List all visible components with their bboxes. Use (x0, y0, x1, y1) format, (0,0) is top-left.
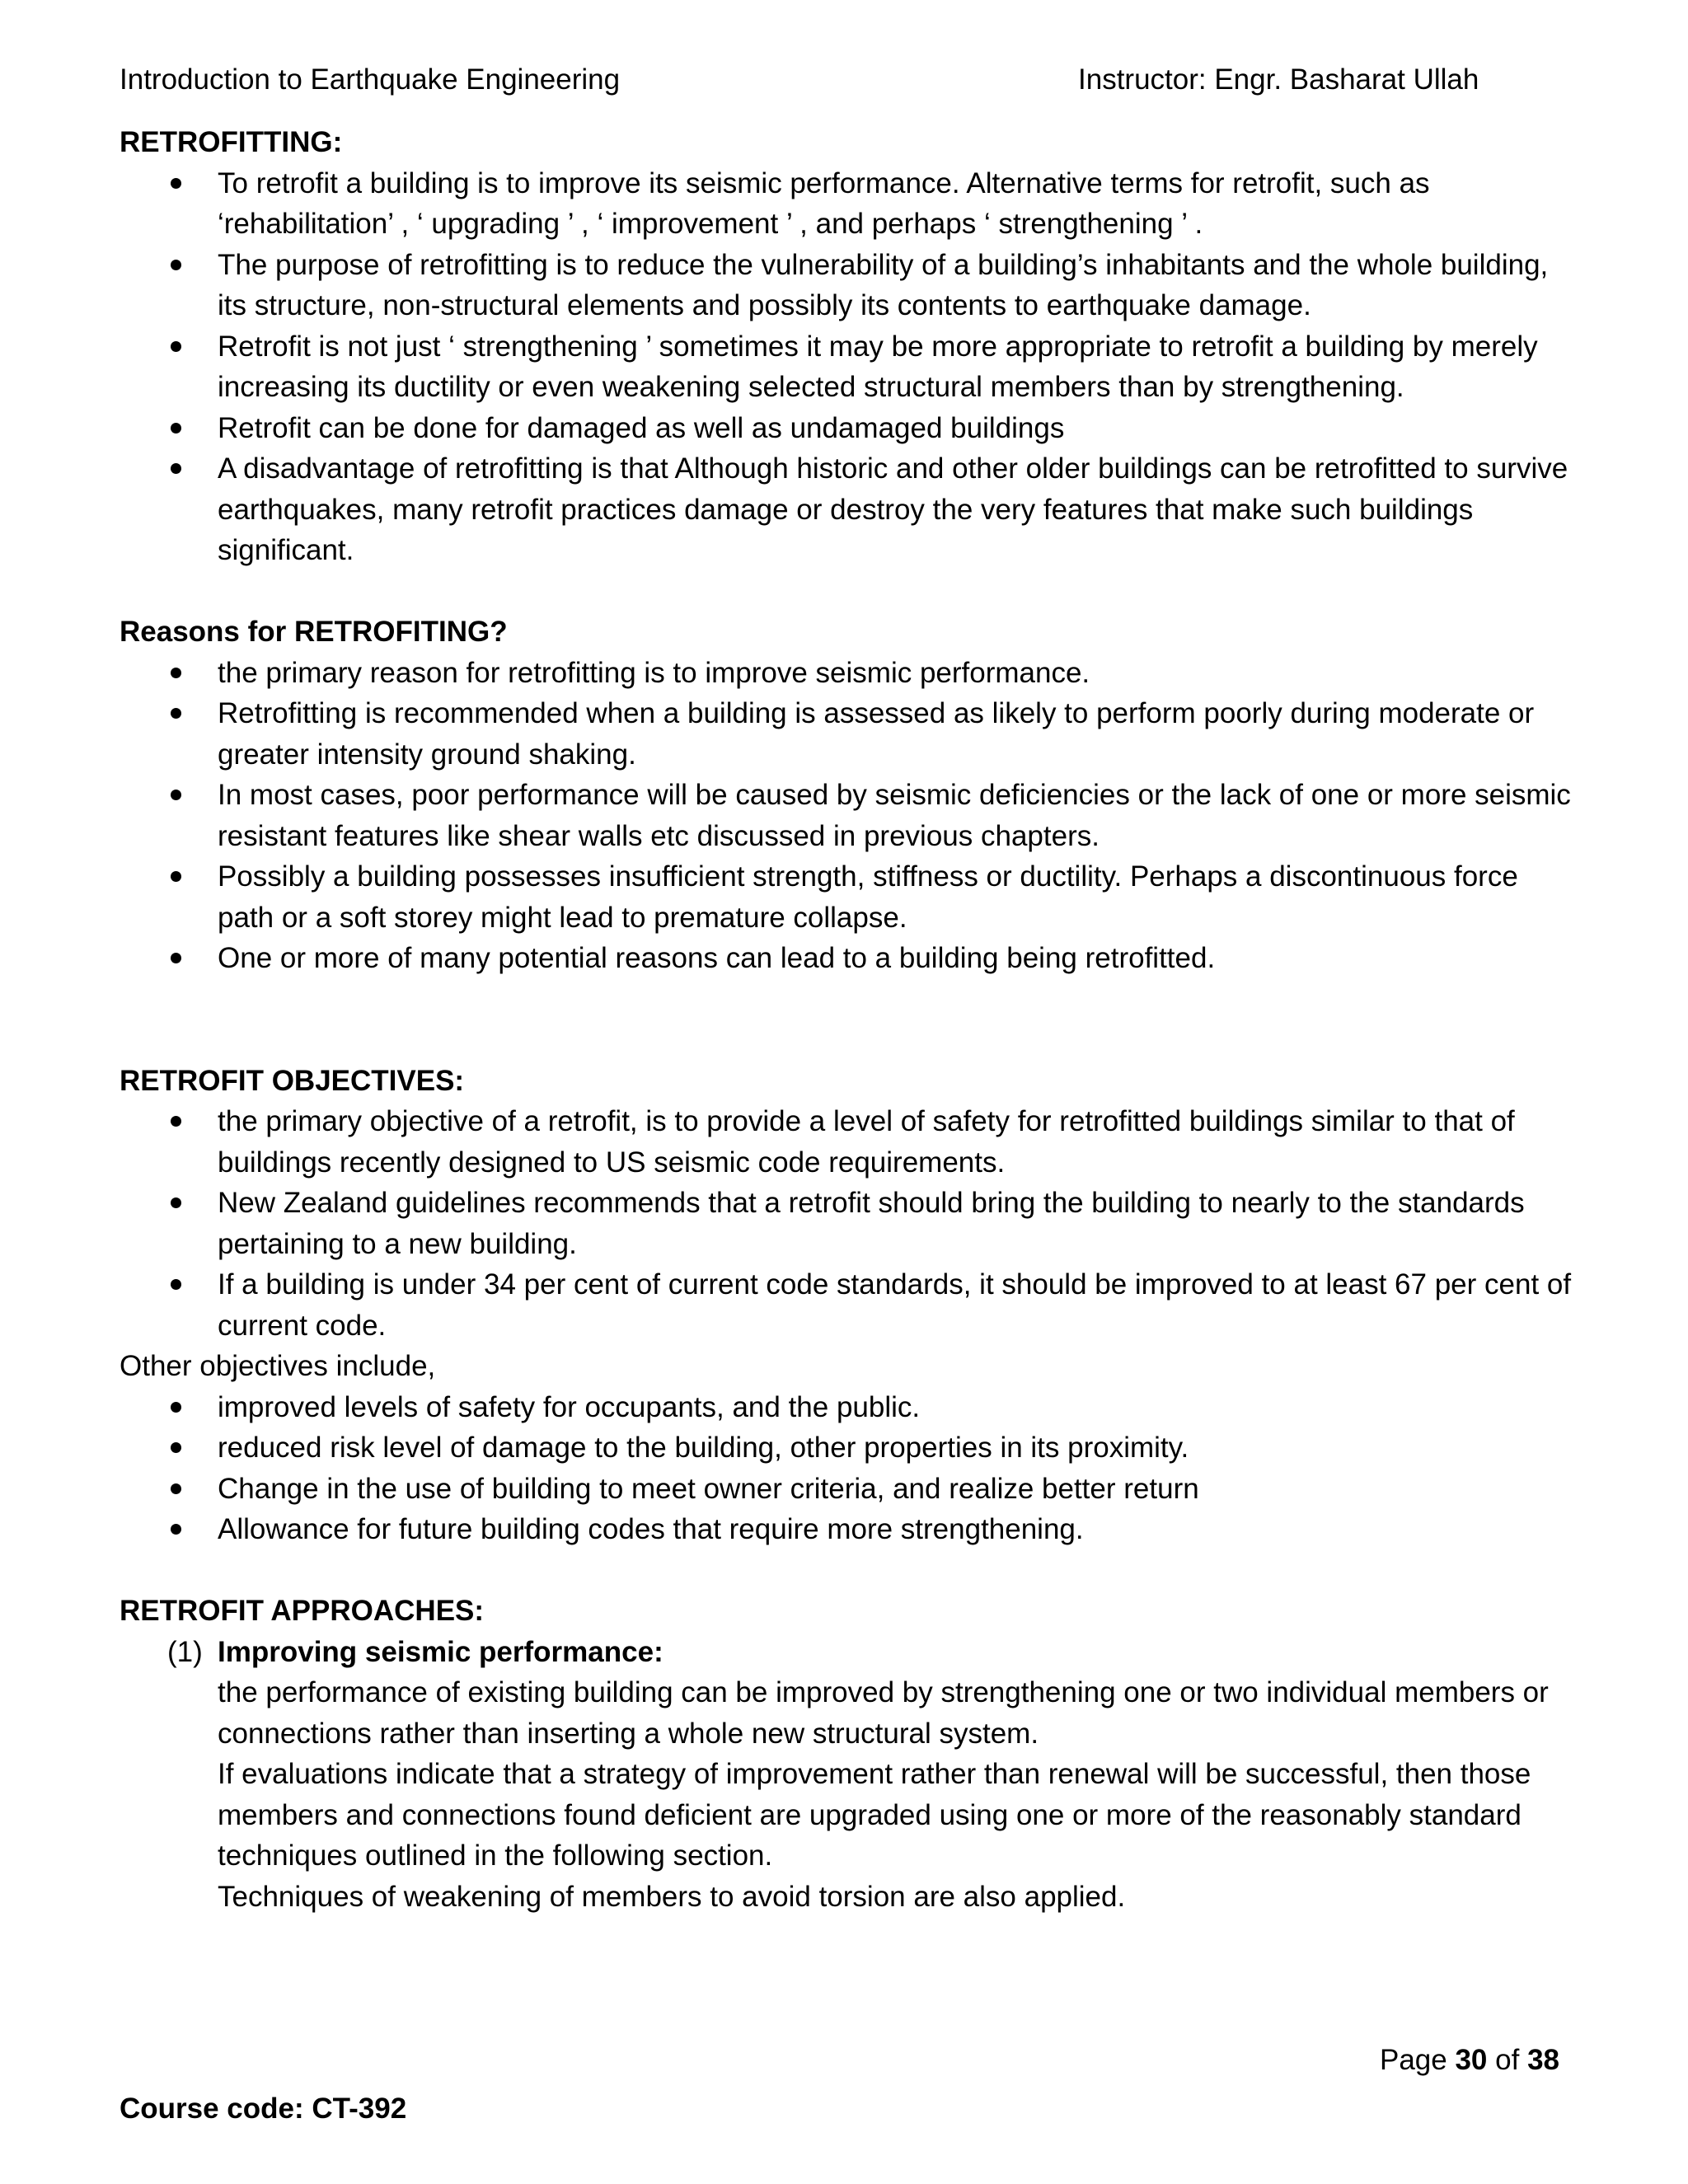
retrofitting-list (120, 163, 1578, 571)
approach-paragraph: the performance of existing building can be improved by strengthening one or two individual members or connections rather than inserting a whole new structural system. (218, 1676, 1549, 1750)
list-item (120, 1264, 1578, 1346)
list-item (120, 1509, 1578, 1550)
list-item-text: If a building is under 34 per cent of current code standards, it should be improved to at least 67 per cent of current code. (218, 1268, 1572, 1342)
bullet-icon (171, 668, 181, 678)
list-item-text: A disadvantage of retrofitting is that Although historic and other older buildings can be retrofitted to survive earthquakes, many retrofit practices damage or destroy the very features that make such buildings significant. (218, 452, 1568, 566)
list-item-text: Retrofit is not just ‘ strengthening ’ sometimes it may be more appropriate to retrofit a building by merely increasing its ductility or even weakening selected structural members than by strengthening. (218, 330, 1538, 403)
bullet-icon (171, 260, 181, 270)
bullet-icon (171, 1116, 181, 1127)
list-item (120, 326, 1578, 408)
list-item (120, 1469, 1578, 1510)
list-item (120, 856, 1578, 938)
page-of: of (1495, 2044, 1520, 2076)
list-item (120, 1387, 1578, 1428)
list-item-text: Retrofitting is recommended when a building is assessed as likely to perform poorly during moderate or greater intensity ground shaking. (218, 697, 1535, 771)
list-item (120, 1101, 1578, 1183)
list-item (120, 163, 1578, 245)
approach-item-1 (120, 1632, 1578, 1918)
other-objectives-list (120, 1387, 1578, 1550)
list-item (120, 653, 1578, 694)
list-item-text: Allowance for future building codes that require more strengthening. (218, 1513, 1084, 1545)
course-title: Introduction to Earthquake Engineering (120, 63, 621, 96)
list-item-text: To retrofit a building is to improve its seismic performance. Alternative terms for retrofit, such as ‘rehabilitation’ , ‘ upgrading ’ , ‘ improvement ’ , and perhaps ‘ strengthening ’ . (218, 166, 1430, 240)
approach-title: Improving seismic performance: (218, 1635, 663, 1668)
list-item (120, 693, 1578, 775)
list-item-text: the primary objective of a retrofit, is to provide a level of safety for retrofitted buildings similar to that of buildings recently designed to US seismic code requirements. (218, 1105, 1515, 1179)
retrofitting-heading: RETROFITTING: (120, 126, 343, 158)
approaches-heading: RETROFIT APPROACHES: (120, 1595, 485, 1627)
reasons-list (120, 653, 1578, 979)
reasons-heading: Reasons for RETROFITING? (120, 616, 508, 648)
list-item-text: The purpose of retrofitting is to reduce the vulnerability of a building’s inhabitants and the whole building, its structure, non-structural elements and possibly its contents to earthquake damage. (218, 248, 1549, 321)
list-item (120, 448, 1578, 571)
list-item-text: improved levels of safety for occupants, and the public. (218, 1390, 921, 1423)
bullet-icon (171, 708, 181, 719)
list-item (120, 408, 1578, 449)
bullet-icon (171, 178, 181, 189)
page-content (120, 122, 1578, 1917)
page-number (1380, 2040, 1559, 2081)
bullet-icon (171, 1524, 181, 1535)
list-item-text: Possibly a building possesses insufficient strength, stiffness or ductility. Perhaps a discontinuous force path or a soft storey might lead to premature collapse. (218, 860, 1518, 934)
course-code: Course code: CT-392 (120, 2093, 407, 2125)
list-item-text: New Zealand guidelines recommends that a retrofit should bring the building to nearly to the standards pertaining to a new building. (218, 1187, 1525, 1260)
bullet-icon (171, 1402, 181, 1413)
list-item (120, 1183, 1578, 1264)
bullet-icon (171, 953, 181, 963)
list-item-text: One or more of many potential reasons can lead to a building being retrofitted. (218, 942, 1216, 974)
bullet-icon (171, 790, 181, 800)
instructor-name: Instructor: Engr. Basharat Ullah (1078, 63, 1479, 96)
list-item (120, 775, 1578, 856)
bullet-icon (171, 423, 181, 434)
other-objectives-intro: Other objectives include, (120, 1350, 436, 1382)
page-current: 30 (1455, 2044, 1488, 2076)
page-header (120, 59, 1568, 101)
bullet-icon (171, 1442, 181, 1453)
objectives-list (120, 1101, 1578, 1346)
approach-paragraph: Techniques of weakening of members to avoid torsion are also applied. (218, 1880, 1126, 1913)
objectives-heading: RETROFIT OBJECTIVES: (120, 1064, 465, 1097)
bullet-icon (171, 341, 181, 352)
list-item-text: reduced risk level of damage to the building, other properties in its proximity. (218, 1432, 1189, 1464)
bullet-icon (171, 871, 181, 882)
list-item (120, 1427, 1578, 1469)
bullet-icon (171, 1483, 181, 1494)
list-item-text: Change in the use of building to meet owner criteria, and realize better return (218, 1472, 1199, 1505)
list-item (120, 245, 1578, 326)
bullet-icon (171, 1279, 181, 1290)
bullet-icon (171, 1197, 181, 1208)
page-prefix: Page (1379, 2044, 1447, 2076)
approach-number: (1) (167, 1635, 203, 1668)
approach-paragraph: If evaluations indicate that a strategy of improvement rather than renewal will be successful, then those members and connections found deficient are upgraded using one or more of the reasonably standard techniques outlined in the following section. (218, 1758, 1531, 1872)
list-item-text: Retrofit can be done for damaged as well as undamaged buildings (218, 411, 1065, 444)
list-item-text: In most cases, poor performance will be caused by seismic deficiencies or the lack of one or more seismic resistant features like shear walls etc discussed in previous chapters. (218, 779, 1571, 852)
page-total: 38 (1527, 2044, 1559, 2076)
bullet-icon (171, 463, 181, 474)
list-item-text: the primary reason for retrofitting is to improve seismic performance. (218, 656, 1090, 689)
list-item (120, 938, 1578, 979)
